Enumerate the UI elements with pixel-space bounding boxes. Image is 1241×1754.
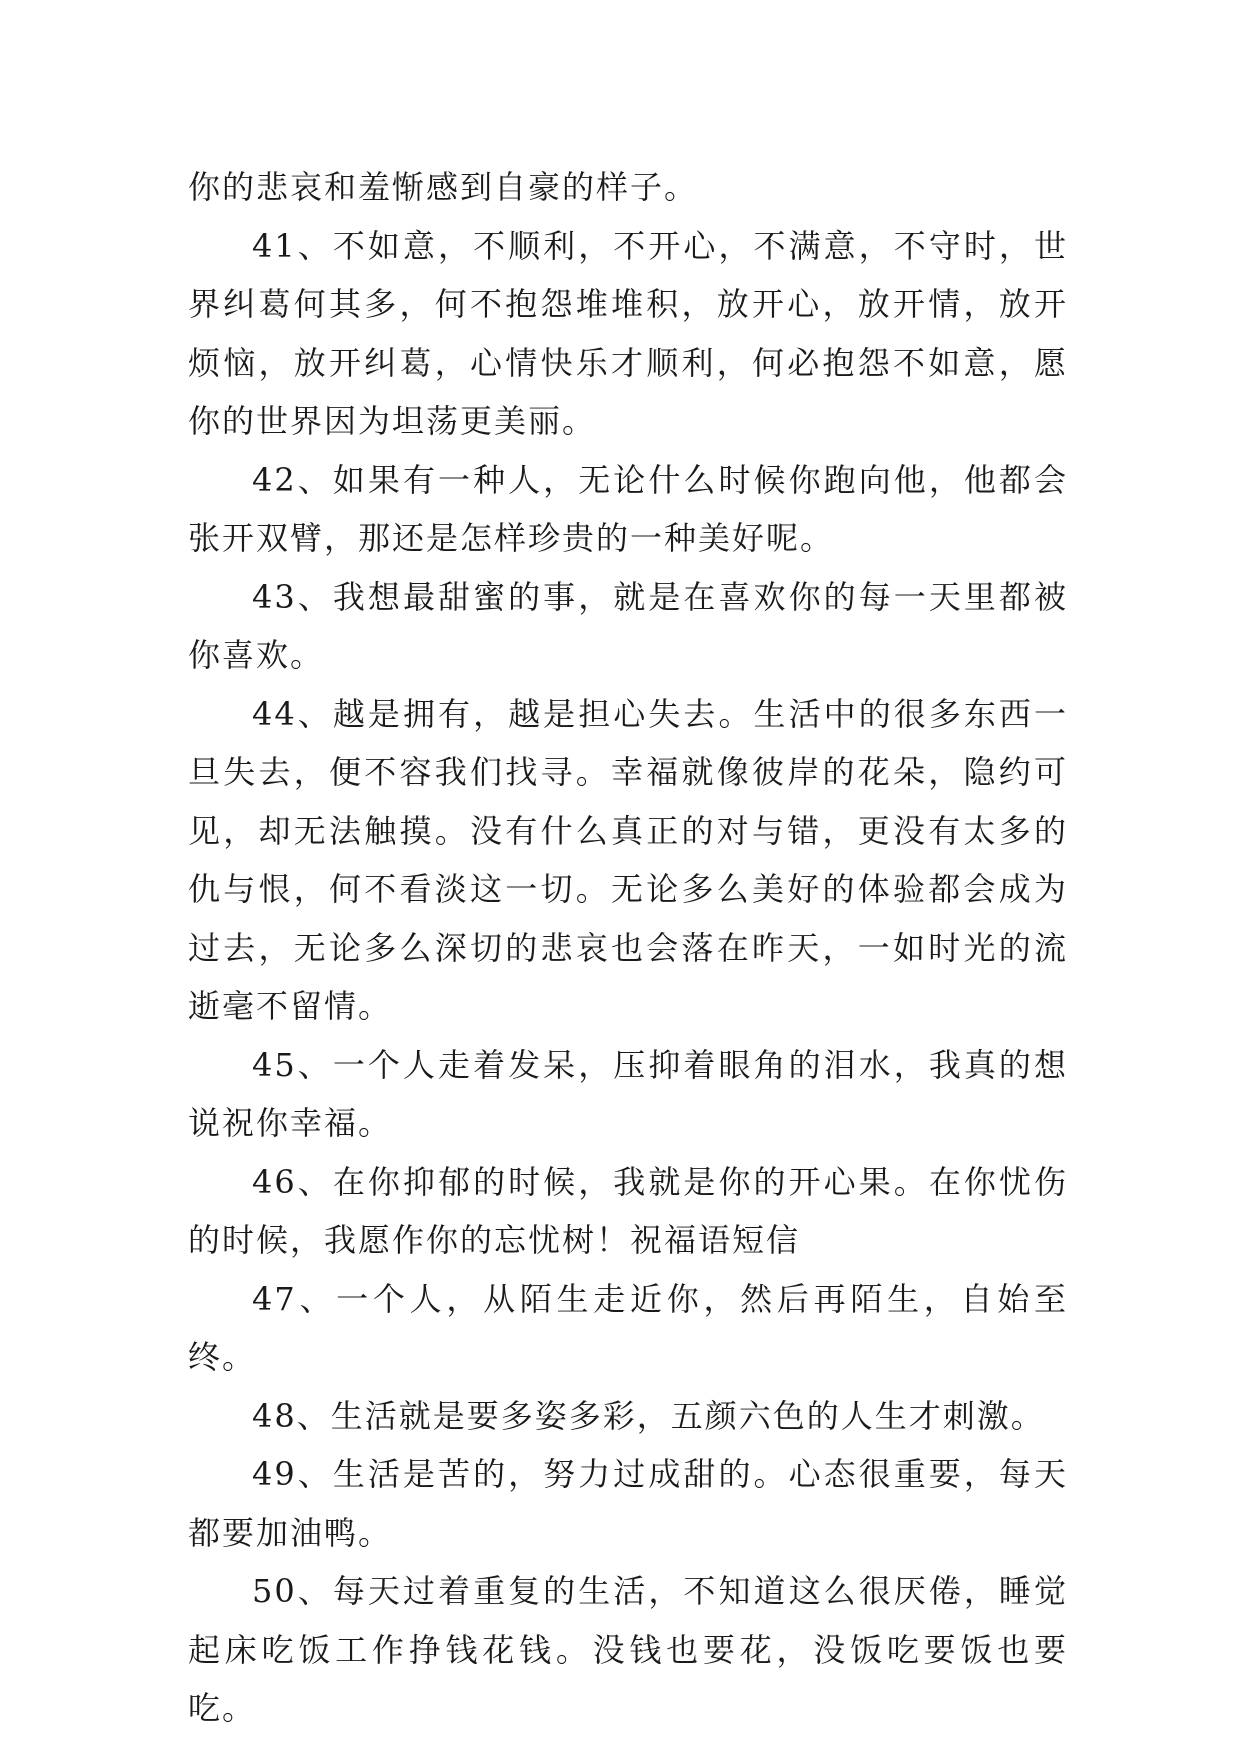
paragraph-41: 41、不如意，不顺利，不开心，不满意，不守时，世界纠葛何其多，何不抱怨堆堆积，放开心，放开情，放开烦恼，放开纠葛，心情快乐才顺利，何必抱怨不如意，愿你的世界因为坦荡更美丽。 [188,226,1068,440]
paragraph-44: 44、越是拥有，越是担心失去。生活中的很多东西一旦失去，便不容我们找寻。幸福就像彼岸的花朵，隐约可见，却无法触摸。没有什么真正的对与错，更没有太多的仇与恨，何不看淡这一切。无论多么美好的体验都会成为过去，无论多么深切的悲哀也会落在昨天，一如时光的流逝毫不留情。 [188,694,1068,1025]
paragraph-46: 46、在你抑郁的时候，我就是你的开心果。在你忧伤的时候，我愿作你的忘忧树！祝福语短信 [188,1162,1068,1259]
paragraph-continuation: 你的悲哀和羞惭感到自豪的样子。 [188,168,699,206]
paragraph-49: 49、生活是苦的，努力过成甜的。心态很重要，每天都要加油鸭。 [188,1455,1068,1552]
paragraph-50: 50、每天过着重复的生活，不知道这么很厌倦，睡觉起床吃饭工作挣钱花钱。没钱也要花，没饭吃要饭也要吃。 [188,1572,1068,1727]
paragraph-42: 42、如果有一种人，无论什么时候你跑向他，他都会张开双臂，那还是怎样珍贵的一种美好呢。 [188,460,1068,557]
paragraph-45: 45、一个人走着发呆，压抑着眼角的泪水，我真的想说祝你幸福。 [188,1045,1068,1142]
paragraph-47: 47、一个人，从陌生走近你，然后再陌生，自始至终。 [188,1279,1068,1376]
document-body [188,158,1068,1738]
paragraph-43: 43、我想最甜蜜的事，就是在喜欢你的每一天里都被你喜欢。 [188,577,1068,674]
paragraph-48: 48、生活就是要多姿多彩，五颜六色的人生才刺激。 [252,1396,1045,1435]
